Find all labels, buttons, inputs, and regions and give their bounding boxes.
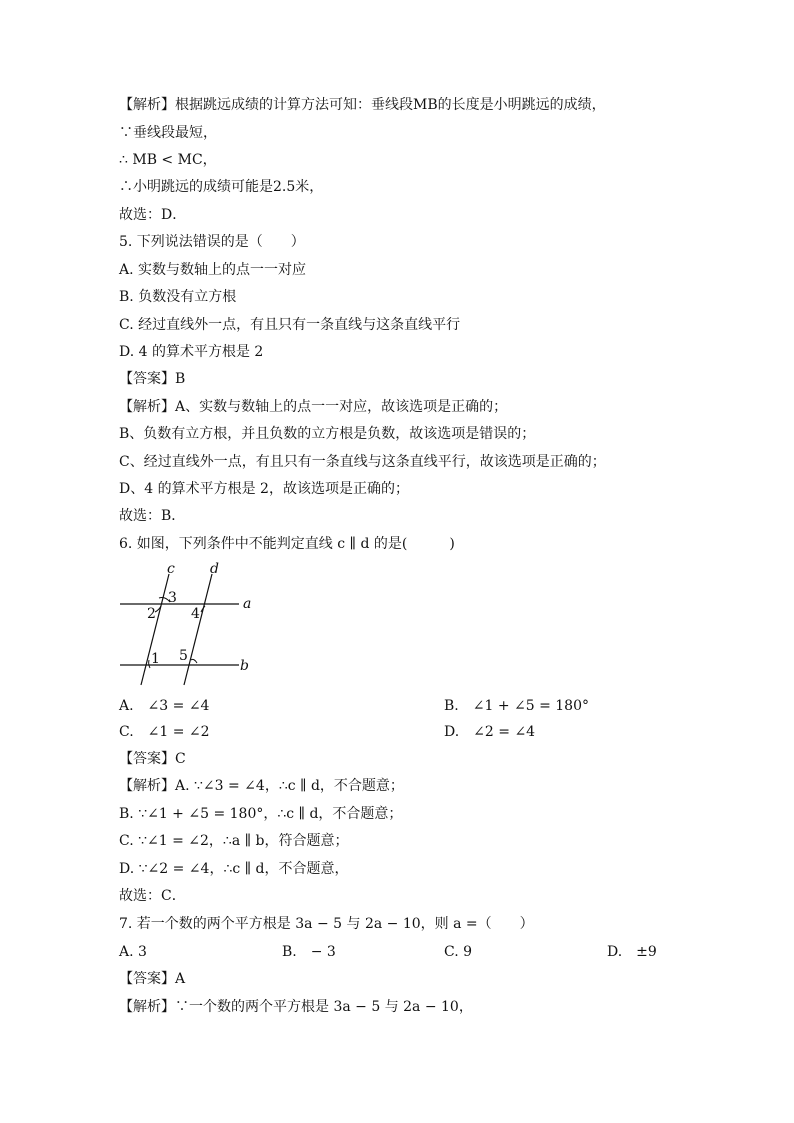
conclusion-line-2: ∴小明跳远的成绩可能是2.5米， [119,179,324,195]
angle-2-label: 2 [147,606,156,622]
question-5: 5. 下列说法错误的是（ ） [119,234,305,250]
q7-option-b: B. − 3 [282,944,336,960]
parallel-lines-figure [115,560,260,688]
angle-3-label: 3 [168,590,177,606]
question-6: 6. 如图，下列条件中不能判定直线 c ∥ d 的是( ) [119,536,455,552]
analysis-q5-b: B、负数有立方根，并且负数的立方根是负数，故该选项是错误的； [119,426,536,442]
reason-line: ∵垂线段最短， [119,125,217,141]
angle-4-label: 4 [191,606,200,622]
label-a: a [243,596,252,612]
angle-1-label: 1 [151,651,160,667]
analysis-q4: 【解析】根据跳远成绩的计算方法可知：垂线段MB的长度是小明跳远的成绩， [119,97,606,113]
analysis-q5-d: D、4 的算术平方根是 2，故该选项是正确的； [119,481,409,497]
q7-option-d: D. ±9 [607,944,657,960]
analysis-q6-b: B. ∵∠1 + ∠5 = 180°，∴c ∥ d，不合题意； [119,806,403,822]
conclusion-line: ∴ MB < MC， [119,152,217,168]
question-7: 7. 若一个数的两个平方根是 3a − 5 与 2a − 10，则 a =（ ） [119,916,534,932]
q5-option-c: C. 经过直线外一点，有且只有一条直线与这条直线平行 [119,317,461,333]
label-c: c [167,561,175,577]
q5-option-b: B. 负数没有立方根 [119,289,237,305]
analysis-q5-a: 【解析】A、实数与数轴上的点一一对应，故该选项是正确的； [119,399,508,415]
answer-q6: 【答案】C [119,751,186,767]
label-d: d [210,561,219,577]
analysis-q6-c: C. ∵∠1 = ∠2，∴a ∥ b，符合题意； [119,833,349,849]
choice-q6: 故选：C． [119,888,186,904]
analysis-q7: 【解析】∵一个数的两个平方根是 3a − 5 与 2a − 10， [119,999,473,1015]
answer-q7: 【答案】A [119,971,186,987]
analysis-q6-d: D. ∵∠2 = ∠4，∴c ∥ d，不合题意， [119,861,349,877]
analysis-q5-c: C、经过直线外一点，有且只有一条直线与这条直线平行，故该选项是正确的； [119,454,606,470]
analysis-q6-a: 【解析】A. ∵∠3 = ∠4，∴c ∥ d，不合题意； [119,778,404,794]
q7-option-c: C. 9 [444,944,473,960]
choice-q5: 故选：B． [119,508,186,524]
label-b: b [240,658,249,674]
q5-option-a: A. 实数与数轴上的点一一对应 [119,262,307,278]
q6-option-c: C. ∠1 = ∠2 [119,724,210,740]
angle-5-label: 5 [179,648,188,664]
q7-option-a: A. 3 [119,944,147,960]
q6-option-b: B. ∠1 + ∠5 = 180° [444,698,589,714]
answer-q5: 【答案】B [119,371,186,387]
q5-option-d: D. 4 的算术平方根是 2 [119,344,264,360]
q6-option-a: A. ∠3 = ∠4 [119,698,210,714]
choice-q4: 故选：D． [119,207,187,223]
q6-option-d: D. ∠2 = ∠4 [444,724,536,740]
